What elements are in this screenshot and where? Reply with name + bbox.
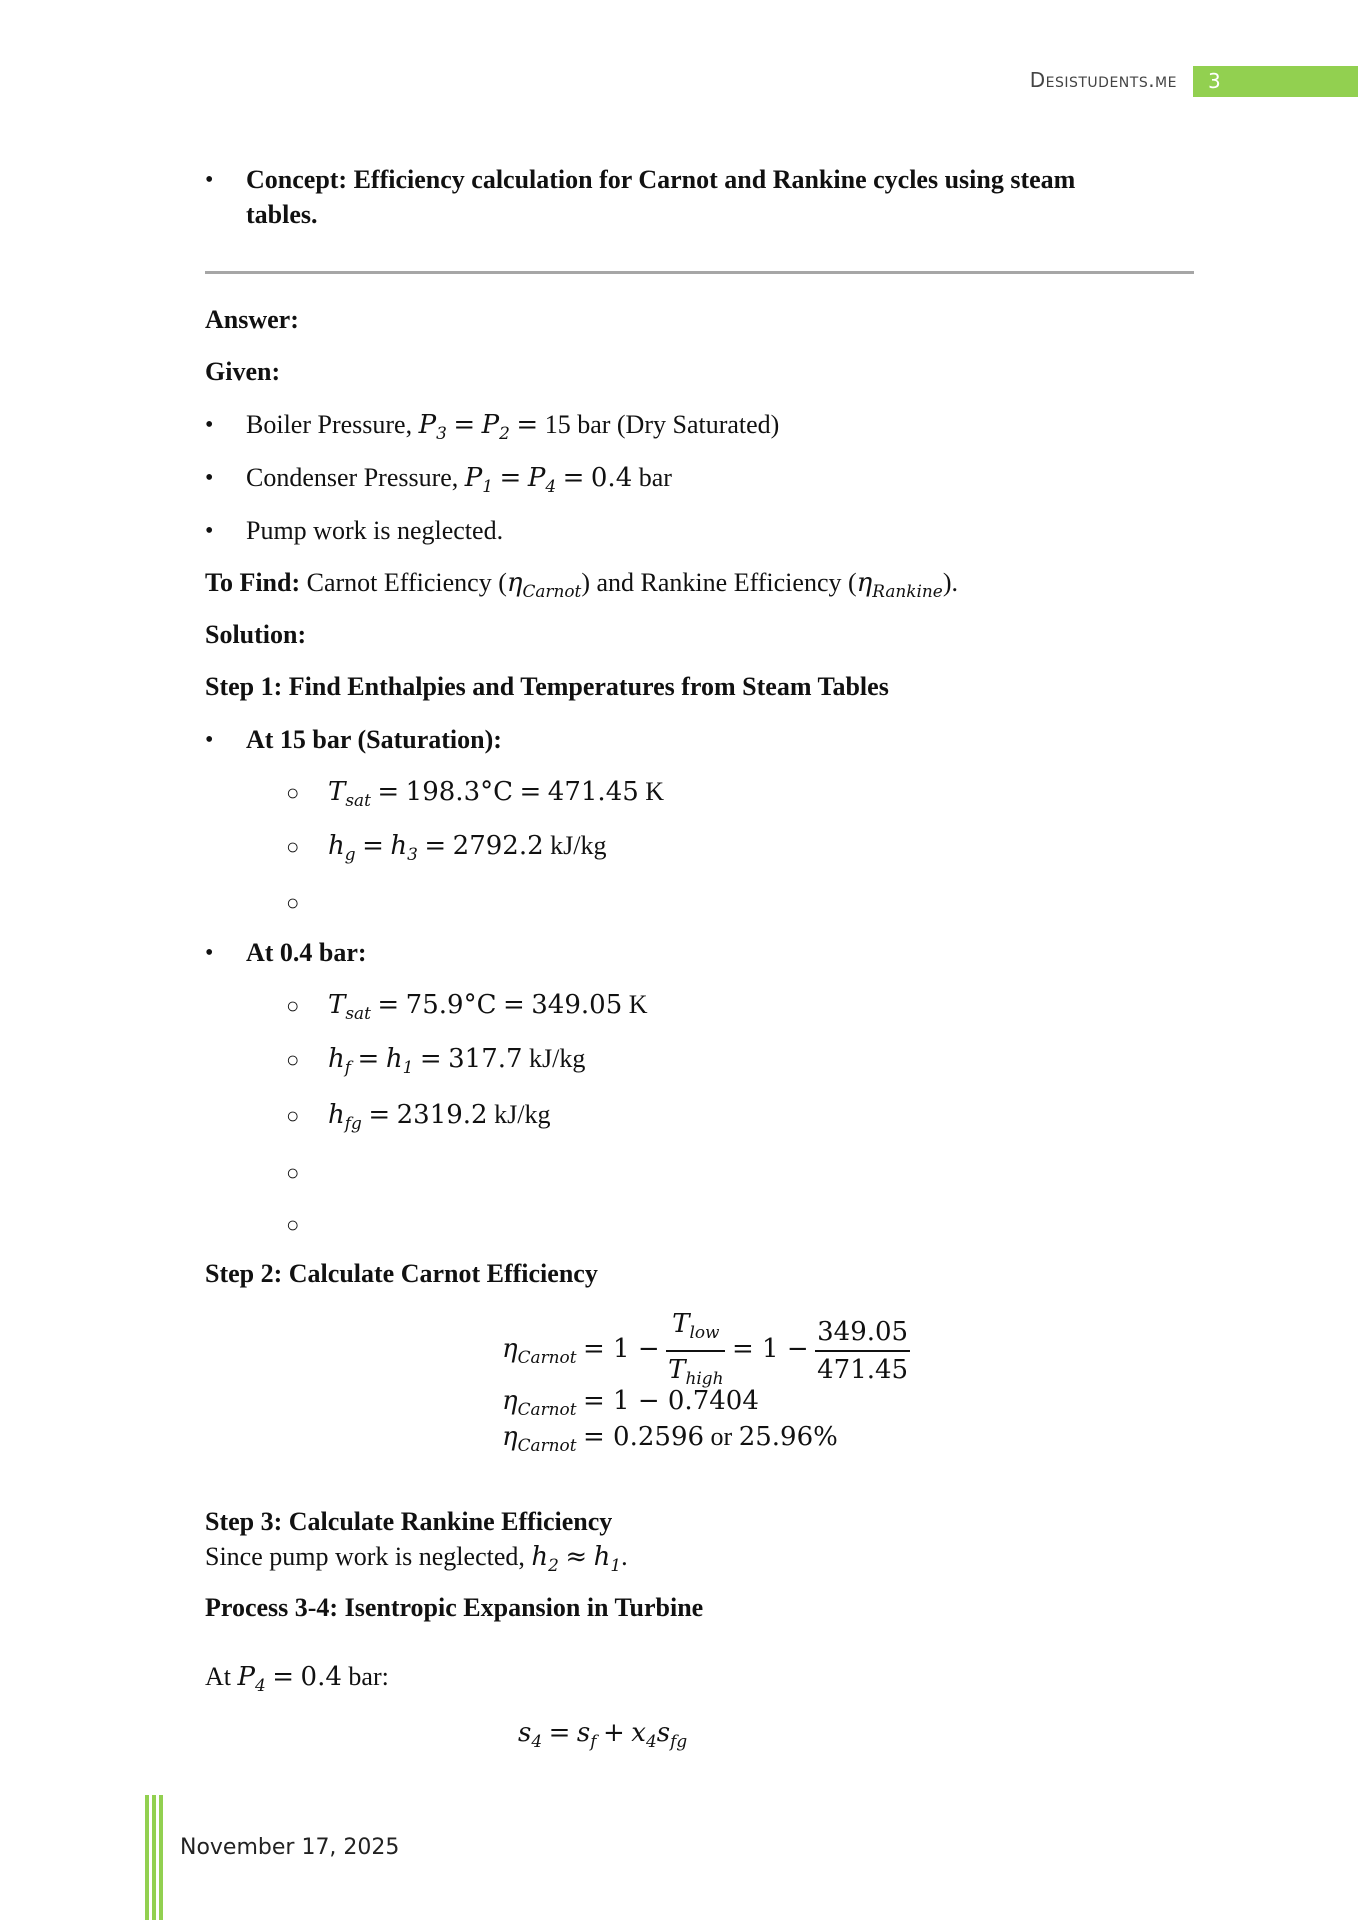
footer-date: November 17, 2025 <box>180 1835 400 1860</box>
footer-accent-bar <box>145 1795 149 1920</box>
bullet-icon: • <box>205 465 214 491</box>
bullet-icon: • <box>205 518 214 544</box>
page-number: 3 <box>1208 69 1221 93</box>
at-15-bar-heading: At 15 bar (Saturation): <box>246 725 502 754</box>
hg-15-bar: $h_g = h_3 = 2792.2$ kJ/kg <box>328 831 607 864</box>
sub-bullet-icon: ○ <box>286 1160 300 1185</box>
bullet-icon: • <box>205 412 214 438</box>
given-condenser-pressure: Condenser Pressure, $P_1 = P_4 = 0.4$ bar <box>246 463 672 496</box>
sub-bullet-icon: ○ <box>286 1103 300 1128</box>
bullet-icon: • <box>205 727 214 753</box>
pump-work-note: Since pump work is neglected, $h_2 \approx h_1$. <box>205 1542 628 1575</box>
at-0-4-bar-heading: At 0.4 bar: <box>246 938 367 967</box>
given-boiler-pressure: Boiler Pressure, $P_3 = P_2 = 15$ bar (Dry Saturated) <box>246 410 780 443</box>
tsat-0-4-bar: $T_{sat} = 75.9^\circ C = 349.05$ K <box>328 990 648 1023</box>
solution-label: Solution: <box>205 620 307 649</box>
carnot-efficiency-result: $\eta_{Carnot} = 0.2596$ or 25.96% <box>502 1422 838 1455</box>
answer-label: Answer: <box>205 305 299 334</box>
footer-accent-bar <box>152 1795 156 1920</box>
step1-title: Step 1: Find Enthalpies and Temperatures from Steam Tables <box>205 672 889 701</box>
entropy-equation: $s_4 = s_f + x_4s_{fg}$ <box>518 1718 688 1751</box>
tsat-15-bar: $T_{sat} = 198.3^\circ C = 471.45$ K <box>328 777 665 810</box>
carnot-efficiency-formula: $\eta_{Carnot} = 1$ − $\frac{T_{low}}{T_{high}}$ = 1 − $\frac{349.05}{471.45}$ <box>502 1306 910 1396</box>
given-pump-work: Pump work is neglected. <box>246 516 504 545</box>
hf-0-4-bar: $h_f = h_1 = 317.7$ kJ/kg <box>328 1044 586 1077</box>
concept-line-2: tables. <box>246 200 318 229</box>
hfg-0-4-bar: $h_{fg} = 2319.2$ kJ/kg <box>328 1100 551 1133</box>
bullet-icon: • <box>205 940 214 966</box>
to-find-line: To Find: Carnot Efficiency $(\eta_{Carnot})$ and Rankine Efficiency $(\eta_{Rankine})$. <box>205 568 958 601</box>
sub-bullet-icon: ○ <box>286 993 300 1018</box>
concept-line-1: Concept: Efficiency calculation for Carnot and Rankine cycles using steam <box>246 165 1076 194</box>
process-3-4-title: Process 3-4: Isentropic Expansion in Turbine <box>205 1593 704 1622</box>
sub-bullet-icon: ○ <box>286 1047 300 1072</box>
sub-bullet-icon: ○ <box>286 834 300 859</box>
horizontal-divider <box>205 271 1194 274</box>
sub-bullet-icon: ○ <box>286 890 300 915</box>
step3-title: Step 3: Calculate Rankine Efficiency <box>205 1507 613 1536</box>
bullet-icon: • <box>205 167 214 193</box>
footer-accent-bar <box>159 1795 163 1920</box>
sub-bullet-icon: ○ <box>286 780 300 805</box>
sub-bullet-icon: ○ <box>286 1212 300 1237</box>
carnot-efficiency-ratio: $\eta_{Carnot} = 1 - 0.7404$ <box>502 1386 759 1419</box>
step2-title: Step 2: Calculate Carnot Efficiency <box>205 1259 598 1288</box>
given-label: Given: <box>205 357 281 386</box>
header-site-name: Desistudents.me <box>1029 68 1177 92</box>
at-p4-line: At $P_4 = 0.4$ bar: <box>205 1662 389 1695</box>
